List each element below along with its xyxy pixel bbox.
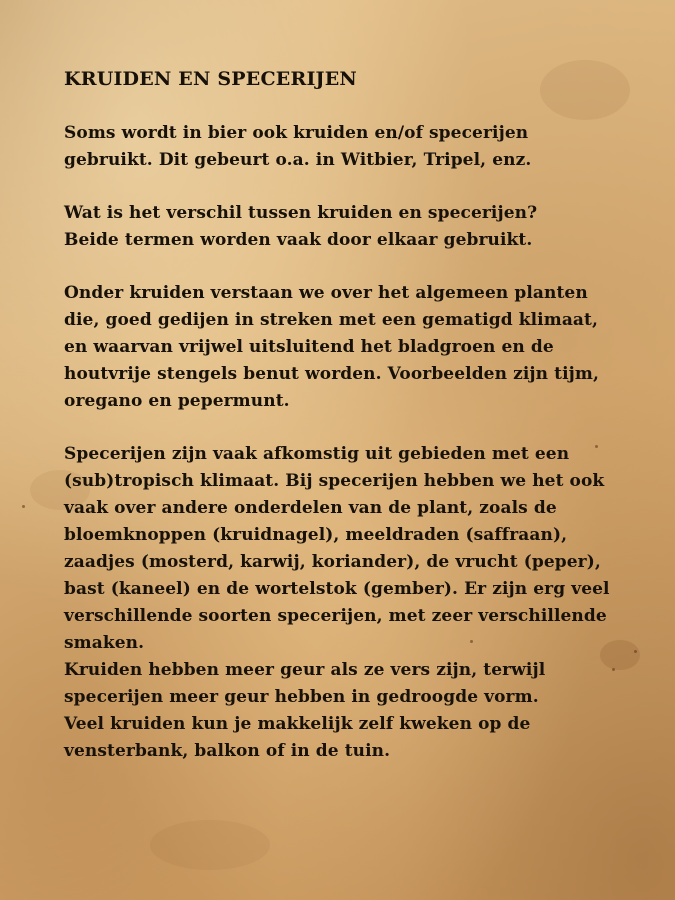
text-line: vensterbank, balkon of in de tuin.: [64, 741, 391, 761]
text-line: die, goed gedijen in streken met een gematigd klimaat,: [64, 310, 599, 330]
text-line: zaadjes (mosterd, karwij, koriander), de vrucht (peper),: [64, 552, 601, 572]
paragraph-specerijen: [64, 441, 644, 765]
paragraph-kruiden: [64, 280, 644, 415]
text-line: Beide termen worden vaak door elkaar gebruikt.: [64, 230, 533, 250]
text-line: Specerijen zijn vaak afkomstig uit gebieden met een: [64, 444, 570, 464]
text-line: specerijen meer geur hebben in gedroogde vorm.: [64, 687, 539, 707]
paragraph-question: [64, 200, 644, 254]
text-line: Soms wordt in bier ook kruiden en/of specerijen: [64, 123, 529, 143]
text-line: vaak over andere onderdelen van de plant, zoals de: [64, 498, 557, 518]
paper-speck: [22, 505, 25, 508]
text-line: en waarvan vrijwel uitsluitend het bladgroen en de: [64, 337, 554, 357]
document-body: [64, 66, 644, 765]
text-line: Onder kruiden verstaan we over het algemeen planten: [64, 283, 588, 303]
text-line: bast (kaneel) en de wortelstok (gember). Er zijn erg veel: [64, 579, 610, 599]
text-line: (sub)tropisch klimaat. Bij specerijen hebben we het ook: [64, 471, 605, 491]
text-line: verschillende soorten specerijen, met zeer verschillende: [64, 606, 607, 626]
document-title: KRUIDEN EN SPECERIJEN: [64, 68, 357, 90]
text-line: Kruiden hebben meer geur als ze vers zijn, terwijl: [64, 660, 546, 680]
text-line: smaken.: [64, 633, 145, 653]
text-line: Wat is het verschil tussen kruiden en specerijen?: [64, 203, 538, 223]
text-line: gebruikt. Dit gebeurt o.a. in Witbier, Tripel, enz.: [64, 150, 532, 170]
text-line: Veel kruiden kun je makkelijk zelf kweken op de: [64, 714, 531, 734]
paragraph-intro: [64, 120, 644, 174]
text-line: houtvrije stengels benut worden. Voorbeelden zijn tijm,: [64, 364, 599, 384]
text-line: bloemknoppen (kruidnagel), meeldraden (saffraan),: [64, 525, 568, 545]
paper-stain: [150, 820, 270, 870]
text-line: oregano en pepermunt.: [64, 391, 290, 411]
